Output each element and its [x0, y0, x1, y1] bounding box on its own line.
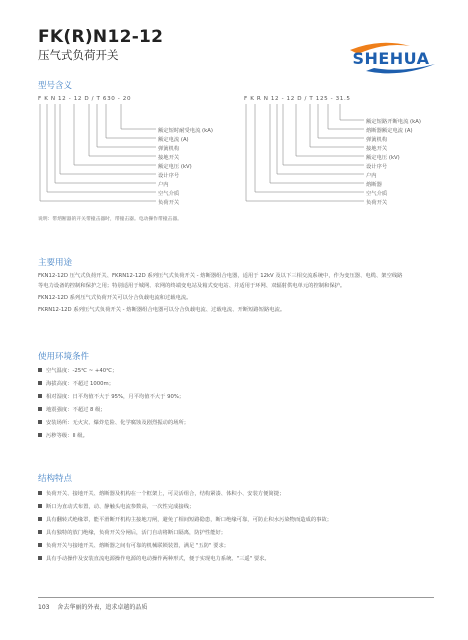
usage-paragraph: FKN12-12D 系列压气式负荷开关可以分合负载电流和过载电流。 — [38, 295, 192, 301]
bullet-square-icon — [38, 420, 42, 424]
model-label: 户内 — [366, 173, 377, 179]
model-label: 额定短路开断电流 (kA) — [366, 119, 421, 125]
model-label: 接地开关 — [366, 146, 388, 152]
shehua-logo — [340, 40, 442, 76]
model-label: 熔断器 — [366, 182, 382, 188]
environment-item: 海拔高度：不超过 1000m； — [38, 379, 114, 387]
bullet-square-icon — [38, 517, 42, 521]
model-label: 熔断器额定电流 (A) — [366, 128, 413, 134]
model-label: 额定电压 (kV) — [158, 164, 192, 170]
bullet-square-icon — [38, 368, 42, 372]
bullet-square-icon — [38, 381, 42, 385]
bullet-square-icon — [38, 407, 42, 411]
model-label: 户内 — [158, 182, 169, 188]
section-heading-model: 型号含义 — [38, 81, 73, 91]
usage-paragraph: FKN12-12D 压气式负荷开关、FKRN12-12D 系列压气式负荷开关 - 熔断器组合电器，适用于 12kV 及以下三相交流系统中，作为变压器、电缆、架空线路 — [38, 273, 403, 279]
page-footer — [38, 602, 147, 611]
page-subtitle: 压气式负荷开关 — [38, 48, 119, 62]
model-label: 额定电流 (A) — [158, 137, 189, 143]
model-label: 设计序号 — [158, 173, 180, 179]
feature-item: 具有手动操作及安装直流电源操作电源的电动操作两种形式，便于实现电力系统、"三遥" 要求。 — [38, 554, 270, 562]
bullet-square-icon — [38, 491, 42, 495]
feature-item: 断口为直动式布置，动、静触头电流参数高，一次性完成接线； — [38, 502, 194, 510]
bullet-square-icon — [38, 556, 42, 560]
page-number: 103 — [38, 604, 50, 611]
bullet-square-icon — [38, 433, 42, 437]
svg-text:SHEHUA: SHEHUA — [352, 49, 430, 68]
environment-item: 地震强度：不超过 8 级； — [38, 405, 106, 413]
section-heading-usage: 主要用途 — [38, 258, 73, 268]
model-label: 空气介质 — [366, 191, 388, 197]
model-label: 弹簧机构 — [158, 146, 180, 152]
bullet-square-icon — [38, 394, 42, 398]
model-label: 额定电压 (kV) — [366, 155, 400, 161]
model-code-fkn: F K N 12 - 12 D / T 630 - 20 — [38, 96, 132, 102]
model-label: 空气介质 — [158, 191, 180, 197]
environment-item: 相对湿度：日平均值不大于 95%，月平均值不大于 90%； — [38, 392, 184, 400]
footer-slogan: 舍去华丽的外表，追求卓越的品质 — [57, 604, 148, 611]
model-label: 负荷开关 — [158, 200, 180, 206]
page-title: FK(R)N12-12 — [38, 27, 164, 47]
footer-divider — [38, 597, 434, 598]
bullet-square-icon — [38, 504, 42, 508]
feature-item: 负荷开关与接地开关、熔断器之间有可靠的机械联锁装置，满足 "五防" 要求； — [38, 541, 229, 549]
environment-item: 空气温度：-25℃ ~ +40℃； — [38, 366, 117, 374]
model-label: 设计序号 — [366, 164, 388, 170]
feature-item: 具有翻转式绝缘罩，能平滑断开机构主接地刀闸，避免了相间短路隐患，断口绝缘可靠，可防止积水污染物而造成的事故； — [38, 515, 332, 523]
bullet-square-icon — [38, 543, 42, 547]
bullet-square-icon — [38, 530, 42, 534]
model-label: 弹簧机构 — [366, 137, 388, 143]
feature-item: 具有独特的放门绝缘，负荷开关分闸后，活门自动将断口隔离，防护性能好； — [38, 528, 226, 536]
model-note: 说明：带熔断器的开关带撞击器时，带撞击器。电动操作带撞击器。 — [38, 217, 182, 222]
model-label: 负荷开关 — [366, 200, 388, 206]
feature-item: 负荷开关、接地开关、熔断器及机构在一个框架上，可灵活组合，结构紧凑、体积小、安装方便简捷； — [38, 489, 284, 497]
environment-item: 安装场所：无火灾、爆炸危险、化学腐蚀及剧烈振动的场所； — [38, 418, 189, 426]
usage-paragraph: FKRN12-12D 系列压气式负荷开关 - 熔断器组合电器可以分合负载电流、过载电流、开断短路短路电流。 — [38, 307, 286, 313]
model-label: 额定短时耐受电流 (kA) — [158, 128, 213, 134]
section-heading-features: 结构特点 — [38, 474, 73, 484]
model-code-fkrn: F K R N 12 - 12 D / T 125 - 31.5 — [244, 96, 351, 102]
model-label: 接地开关 — [158, 155, 180, 161]
environment-item: 污秽等级：II 级。 — [38, 431, 88, 439]
section-heading-environment: 使用环境条件 — [38, 352, 90, 362]
usage-paragraph: 等电力设备的控制和保护之用；特别适用于城网、农网的终端变电站及箱式变电站、并适用于环网、双辐射供电单元的控制和保护。 — [38, 283, 346, 289]
